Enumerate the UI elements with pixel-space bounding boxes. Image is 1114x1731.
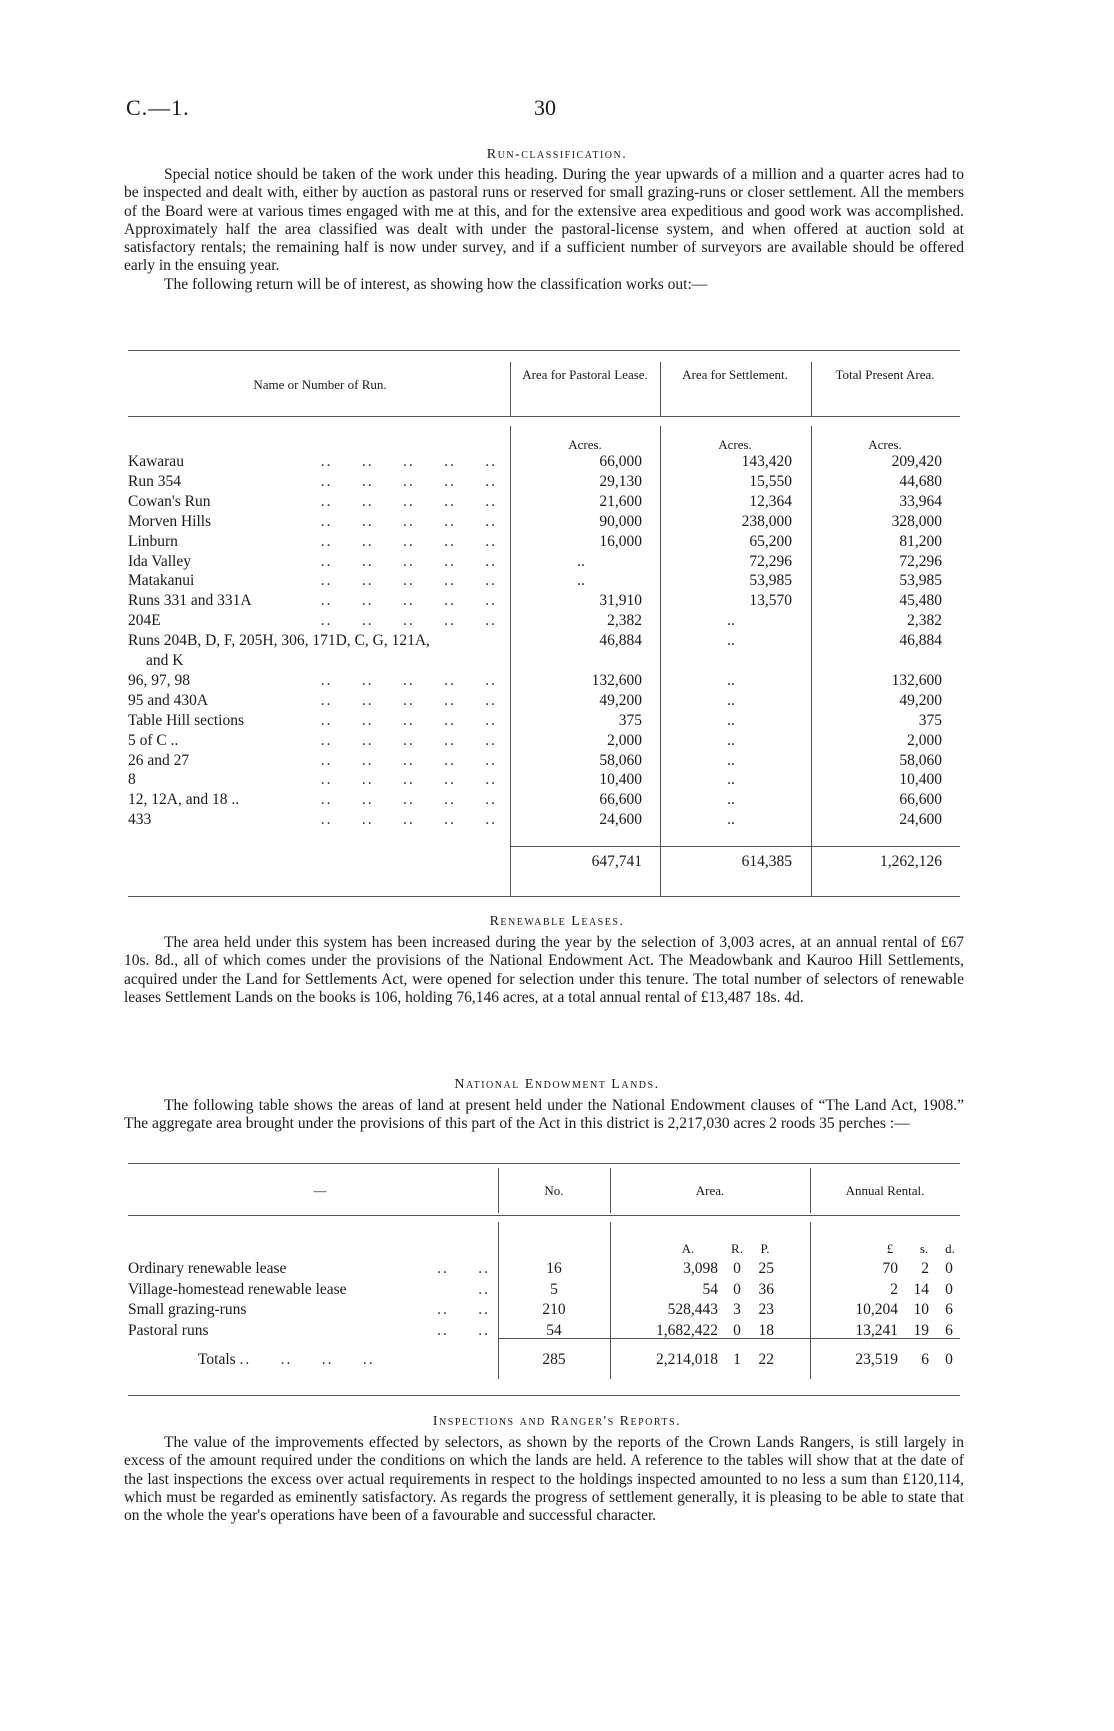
ne-unit-roods: R. <box>731 1241 743 1256</box>
unit-total: Acres. <box>868 437 902 452</box>
leader-dots: .. .. .. .. .. <box>320 572 497 590</box>
run-row-pastoral: 58,060 <box>599 751 642 769</box>
leader-dots: .. .. .. .. .. <box>320 771 497 789</box>
leader-dots: .. .. .. .. .. <box>320 811 497 829</box>
ne-row-acres: 528,443 <box>667 1301 718 1318</box>
ne-unit-pounds: £ <box>886 1241 894 1256</box>
run-row-pastoral: 2,000 <box>607 731 642 749</box>
run-row-pastoral: 2,382 <box>607 612 642 630</box>
leader-dots: .. .. .. .. .. <box>320 711 497 729</box>
leader-dots: .. .. .. .. .. <box>320 472 497 490</box>
run-row-settlement: .. <box>727 691 735 709</box>
total-total: 1,262,126 <box>880 853 942 870</box>
ne-row-pence: 0 <box>945 1280 953 1298</box>
ne-col-header-area: Area. <box>695 1183 725 1198</box>
run-row-name: 26 and 27 <box>128 751 190 769</box>
national-endowment-paragraph: The following table shows the areas of land at present held under the National Endowment clauses of “The Land Act, 1908.” The aggregate area brought under the provisions of this part of the Act in this district is 2,217,030 acres 2 roods 35 perches :— <box>124 1097 964 1133</box>
leader-dots: .. <box>478 1280 490 1298</box>
run-row-name: 8 <box>128 771 136 789</box>
ne-row-acres: 1,682,422 <box>656 1321 718 1339</box>
run-row-name: Morven Hills <box>128 512 212 530</box>
run-row-settlement: .. <box>727 711 735 729</box>
ne-row-roods: 0 <box>733 1321 741 1339</box>
run-classification-heading: Run-classification. <box>486 147 628 162</box>
run-row-pastoral: 10,400 <box>599 771 642 789</box>
run-row-name: Runs 204B, D, F, 205H, 306, 171D, C, G, 121A, <box>128 632 430 650</box>
run-row-total: 33,964 <box>899 492 942 510</box>
ne-totals-no: 285 <box>542 1351 566 1368</box>
run-row-total: 58,060 <box>899 751 942 769</box>
run-row-total: 66,600 <box>899 791 942 809</box>
ne-row-roods: 3 <box>733 1301 741 1318</box>
run-row-name: Cowan's Run <box>128 492 211 510</box>
run-row-total: 328,000 <box>891 512 942 530</box>
ne-row-shillings: 14 <box>913 1280 929 1298</box>
run-row-total: 10,400 <box>899 771 942 789</box>
document-reference: C.—1. <box>126 95 190 120</box>
run-row-pastoral: 46,884 <box>599 632 642 650</box>
ne-unit-acres: A. <box>681 1241 695 1256</box>
run-row-name: 204E <box>128 612 161 630</box>
leader-dots: .. .. .. .. .. <box>320 751 497 769</box>
run-row-name: Linburn <box>128 532 178 550</box>
leader-dots: .. .. .. .. .. <box>320 552 497 570</box>
run-row-settlement: 13,570 <box>749 592 792 610</box>
run-row-total: 46,884 <box>899 632 942 650</box>
ne-row-pence: 6 <box>945 1301 953 1318</box>
col-header-settlement: Area for Settlement. <box>682 367 788 382</box>
run-row-total: 375 <box>918 711 942 729</box>
leader-dots: .. .. <box>437 1321 490 1339</box>
ne-unit-pence: d. <box>945 1241 955 1256</box>
page-number: 30 <box>534 95 556 120</box>
national-endowment-heading: National Endowment Lands. <box>454 1077 660 1092</box>
run-row-name: 12, 12A, and 18 .. <box>128 791 240 809</box>
run-row-total: 49,200 <box>899 691 942 709</box>
ne-unit-shillings: s. <box>919 1241 929 1256</box>
run-row-pastoral: 29,130 <box>599 472 642 490</box>
leader-dots: .. .. .. .. .. <box>320 671 497 689</box>
leader-dots: .. .. .. .. .. <box>320 612 497 630</box>
ne-totals-roods: 1 <box>733 1351 741 1368</box>
col-header-run-name: Name or Number of Run. <box>253 377 387 392</box>
run-row-settlement: 15,550 <box>749 472 792 490</box>
run-row-name: Matakanui <box>128 572 195 590</box>
ne-col-header-no: No. <box>544 1183 564 1198</box>
run-row-total: 209,420 <box>891 453 942 470</box>
run-row-total: 72,296 <box>899 552 942 570</box>
run-classification-paragraph: Special notice should be taken of the work under this heading. During the year upwards of a million and a quarter acres had to be inspected and dealt with, either by auction as pastoral runs or reserved for small grazing-runs or closer settlement. All the members of the Board were at various times engaged with me at this, and for the extensive area expeditious and good work was accomplished. Approximately half the area classified was dealt with under the pastoral-license system, and when offered at auction sold at satisfactory rentals; the remaining half is now under survey, and if a sufficient number of surveyors are available should be offered early in the ensuing year. <box>124 166 964 275</box>
run-row-settlement: .. <box>727 811 735 829</box>
ne-col-header-blank: — <box>313 1183 327 1198</box>
run-row-name: 95 and 430A <box>128 691 209 709</box>
run-row-settlement: .. <box>727 632 735 650</box>
ne-row-no: 5 <box>550 1280 558 1298</box>
run-row-settlement: .. <box>727 771 735 789</box>
run-row-settlement: .. <box>727 751 735 769</box>
ne-totals-pounds: 23,519 <box>855 1351 898 1368</box>
run-row-name: Table Hill sections <box>128 711 245 729</box>
leader-dots: .. .. .. .. .. <box>320 791 497 809</box>
run-row-settlement: .. <box>727 731 735 749</box>
run-row-name: Kawarau <box>128 453 184 470</box>
ne-row-shillings: 2 <box>921 1260 929 1277</box>
leader-dots: .. .. .. .. .. <box>320 532 497 550</box>
ne-totals-perches: 22 <box>758 1351 774 1368</box>
ne-row-shillings: 10 <box>913 1301 929 1318</box>
run-classification-text <box>124 166 964 294</box>
run-row-total: 81,200 <box>899 532 942 550</box>
ne-row-label: Ordinary renewable lease <box>128 1260 287 1277</box>
ne-totals-acres: 2,214,018 <box>656 1351 718 1368</box>
ne-row-roods: 0 <box>733 1260 741 1277</box>
ne-col-header-rental: Annual Rental. <box>845 1183 925 1198</box>
run-row-pastoral: 49,200 <box>599 691 642 709</box>
run-row-total: 2,000 <box>907 731 942 749</box>
unit-settlement: Acres. <box>718 437 752 452</box>
run-row-pastoral: 66,000 <box>599 453 642 470</box>
run-row-name-continued: and K <box>146 652 184 669</box>
ne-row-pence: 6 <box>945 1321 953 1339</box>
run-row-total: 132,600 <box>891 671 942 689</box>
run-row-pastoral: 375 <box>618 711 642 729</box>
unit-pastoral: Acres. <box>568 437 602 452</box>
ne-row-perches: 25 <box>758 1260 774 1277</box>
ne-row-pence: 0 <box>945 1260 953 1277</box>
total-settlement: 614,385 <box>741 853 792 870</box>
ne-row-no: 54 <box>546 1321 562 1339</box>
run-row-total: 44,680 <box>899 472 942 490</box>
leader-dots: .. .. .. .. .. <box>320 731 497 749</box>
ne-row-label: Pastoral runs <box>128 1321 209 1339</box>
run-row-pastoral: 16,000 <box>599 532 642 550</box>
run-row-name: Ida Valley <box>128 552 191 570</box>
run-row-settlement: 72,296 <box>749 552 792 570</box>
run-row-settlement: 12,364 <box>749 492 792 510</box>
leader-dots: .. .. .. .. .. <box>320 592 497 610</box>
run-row-total: 24,600 <box>899 811 942 829</box>
ne-row-roods: 0 <box>733 1280 741 1298</box>
run-row-total: 2,382 <box>907 612 942 630</box>
run-row-pastoral: 66,600 <box>599 791 642 809</box>
run-row-settlement: 53,985 <box>749 572 792 590</box>
renewable-leases-heading: Renewable Leases. <box>489 914 625 929</box>
run-row-pastoral: 132,600 <box>591 671 642 689</box>
ne-row-pounds: 2 <box>890 1280 898 1298</box>
ne-unit-perches: P. <box>760 1241 770 1256</box>
run-row-total: 45,480 <box>899 592 942 610</box>
leader-dots: .. .. <box>437 1260 490 1277</box>
ne-row-pounds: 13,241 <box>855 1321 898 1339</box>
national-endowment-text <box>124 1097 964 1134</box>
run-row-pastoral: 31,910 <box>599 592 642 610</box>
run-row-pastoral: .. <box>577 572 585 590</box>
run-row-pastoral: 90,000 <box>599 512 642 530</box>
run-row-pastoral: 24,600 <box>599 811 642 829</box>
ne-totals-label: Totals .. .. .. .. <box>198 1351 375 1368</box>
ne-row-pounds: 10,204 <box>855 1301 898 1318</box>
ne-row-label: Village-homestead renewable lease <box>128 1280 347 1298</box>
run-row-pastoral: .. <box>577 552 585 570</box>
col-header-pastoral: Area for Pastoral Lease. <box>522 367 648 382</box>
run-row-total: 53,985 <box>899 572 942 590</box>
run-row-name: 5 of C .. <box>128 731 179 749</box>
ne-row-acres: 54 <box>702 1280 718 1298</box>
ne-row-acres: 3,098 <box>683 1260 718 1277</box>
run-row-settlement: .. <box>727 671 735 689</box>
inspections-paragraph: The value of the improvements effected by selectors, as shown by the reports of the Crown Lands Rangers, is still largely in excess of the amount required under the conditions on which the lands are held. A reference to the tables will show that at the date of the last inspections the excess over actual requirements in respect to the holdings inspected amounted to no less a sum than £120,114, which must be regarded as eminently satisfactory. As regards the progress of settlement generally, it is pleasing to be able to state that on the whole the year's operations have been of a favourable and successful character. <box>124 1434 964 1525</box>
inspections-text <box>124 1434 964 1525</box>
total-pastoral: 647,741 <box>591 853 642 870</box>
run-row-settlement: 143,420 <box>741 453 792 470</box>
run-row-pastoral: 21,600 <box>599 492 642 510</box>
run-row-settlement: 238,000 <box>741 512 792 530</box>
renewable-leases-text <box>124 934 964 1007</box>
run-row-settlement: .. <box>727 791 735 809</box>
run-row-name: Runs 331 and 331A <box>128 592 252 610</box>
leader-dots: .. .. .. .. .. <box>320 492 497 510</box>
run-row-name: 96, 97, 98 <box>128 671 190 689</box>
run-row-name: 433 <box>128 811 152 829</box>
ne-row-perches: 23 <box>758 1301 774 1318</box>
renewable-leases-paragraph: The area held under this system has been increased during the year by the selection of 3,003 acres, at an annual rental of £67 10s. 8d., all of which comes under the provisions of the National Endowment Act. The Meadowbank and Kauroo Hill Settlements, acquired under the Land for Settlements Act, were opened for selection under this tenure. The total number of selectors of renewable leases Settlement Lands on the books is 106, holding 76,146 acres, at a total annual rental of £13,487 18s. 4d. <box>124 934 964 1006</box>
run-classification-intro: The following return will be of interest, as showing how the classification works out:— <box>164 275 708 293</box>
ne-totals-pence: 0 <box>945 1351 953 1368</box>
inspections-heading: Inspections and Ranger's Reports. <box>432 1414 682 1429</box>
ne-row-perches: 36 <box>758 1280 774 1298</box>
run-row-settlement: 65,200 <box>749 532 792 550</box>
ne-row-perches: 18 <box>758 1321 774 1339</box>
ne-row-label: Small grazing-runs <box>128 1301 247 1318</box>
ne-row-pounds: 70 <box>882 1260 898 1277</box>
run-row-name: Run 354 <box>128 472 181 490</box>
leader-dots: .. .. <box>437 1301 490 1318</box>
run-row-settlement: .. <box>727 612 735 630</box>
ne-row-no: 16 <box>546 1260 562 1277</box>
leader-dots: .. .. .. .. .. <box>320 691 497 709</box>
leader-dots: .. .. .. .. .. <box>320 453 497 470</box>
ne-row-shillings: 19 <box>913 1321 929 1339</box>
col-header-total: Total Present Area. <box>835 367 935 382</box>
leader-dots: .. .. .. .. .. <box>320 512 497 530</box>
ne-totals-shillings: 6 <box>921 1351 929 1368</box>
ne-row-no: 210 <box>542 1301 566 1318</box>
